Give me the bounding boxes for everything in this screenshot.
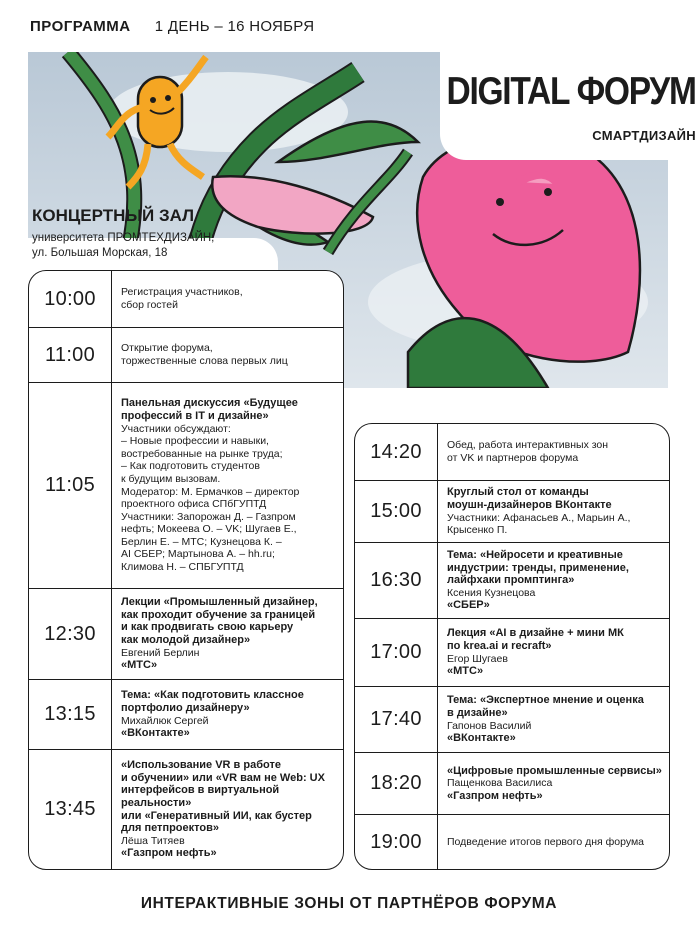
session-description [112, 271, 343, 327]
session-time: 15:00 [355, 481, 438, 542]
session-time: 14:20 [355, 424, 438, 480]
session-title: «СБЕР» [447, 599, 490, 612]
session-time: 13:15 [29, 680, 112, 749]
session-details: Михайлюк Сергей [121, 714, 209, 727]
session-details: Регистрация участников, сбор гостей [121, 286, 243, 311]
session-description [438, 424, 669, 480]
session-description [438, 543, 669, 618]
venue-address-text: университета ПРОМТЕХДИЗАЙН; ул. Большая Морская, 18 [32, 232, 215, 259]
session-title: Круглый стол от команды моушн-дизайнеров ВКонтакте [447, 486, 612, 511]
session-title: Лекция «AI в дизайне + мини МК по krea.ai и recraft» [447, 627, 624, 652]
session-description [112, 383, 343, 588]
session-details: Пащенкова Василиса [447, 777, 553, 790]
schedule-row [355, 687, 669, 753]
session-title: Тема: «Нейросети и креативные индустрии: тренды, применение, лайфхаки промптинга» [447, 549, 629, 587]
creature-eye [496, 198, 504, 206]
session-title: «Газпром нефть» [121, 847, 217, 860]
session-description [112, 328, 343, 382]
session-time: 17:40 [355, 687, 438, 752]
program-label: ПРОГРАММА [30, 18, 131, 35]
session-title: «ВКонтакте» [447, 732, 516, 745]
session-details: Ксения Кузнецова [447, 586, 536, 599]
session-details: Участники обсуждают: – Новые профессии и навыки, востребованные на рынке труда; – Как подготовить студентов к будущим вызовам. Модератор: М. Ермачков – директор проектного офиса СПбГУПТД Участники: Запорожан Д. – Газпром нефть; Мокеева О. – VK; Шугаев Е., Берлин Е. – МТС; Кузнецова К. – AI СБЕР; Мартынова А. – hh.ru; Климова Н. – СПБГУПТД [121, 422, 300, 574]
session-details: Егор Шугаев [447, 652, 508, 665]
session-details: Евгений Берлин [121, 646, 200, 659]
schedule-row [355, 619, 669, 687]
session-details: Гапонов Василий [447, 719, 532, 732]
schedule-row [355, 815, 669, 869]
schedule-row [355, 753, 669, 815]
venue-title: КОНЦЕРТНЫЙ ЗАЛ [32, 206, 195, 225]
session-time: 13:45 [29, 750, 112, 869]
schedule-row [29, 383, 343, 589]
session-time: 11:00 [29, 328, 112, 382]
session-details: Открытие форума, торжественные слова первых лиц [121, 342, 288, 367]
program-header [30, 18, 314, 35]
session-description [438, 815, 669, 869]
session-details: Лёша Титяев [121, 834, 185, 847]
session-details: Подведение итогов первого дня форума [447, 835, 645, 848]
brand-panel [440, 52, 698, 160]
session-title: «МТС» [447, 665, 484, 678]
session-title: «Цифровые промышленные сервисы» [447, 764, 662, 777]
session-time: 19:00 [355, 815, 438, 869]
session-description [438, 687, 669, 752]
creature-tongue [518, 175, 558, 184]
session-description [438, 619, 669, 686]
session-description [438, 753, 669, 814]
session-description [112, 750, 343, 869]
session-time: 16:30 [355, 543, 438, 618]
session-time: 18:20 [355, 753, 438, 814]
session-title: «ВКонтакте» [121, 727, 190, 740]
schedule-row [29, 680, 343, 750]
session-description [112, 680, 343, 749]
schedule-row [29, 328, 343, 383]
brand-title: DIGITAL ФОРУМ [446, 70, 696, 113]
session-time: 17:00 [355, 619, 438, 686]
footer-title: ИНТЕРАКТИВНЫЕ ЗОНЫ ОТ ПАРТНЁРОВ ФОРУМА [140, 895, 558, 912]
event-date: 1 ДЕНЬ – 16 НОЯБРЯ [154, 18, 315, 35]
session-title: Тема: «Как подготовить классное портфолио дизайнеру» [121, 689, 304, 714]
session-title: Тема: «Экспертное мнение и оценка в дизайне» [447, 694, 644, 719]
schedule-row [355, 481, 669, 543]
schedule-row [29, 589, 343, 680]
schedule-row [355, 543, 669, 619]
venue-address [32, 231, 272, 261]
session-description [112, 589, 343, 679]
session-title: «Газпром нефть» [447, 789, 543, 802]
schedule-left [28, 270, 344, 870]
session-time: 11:05 [29, 383, 112, 588]
session-title: «МТС» [121, 659, 158, 672]
session-title: Лекции «Промышленный дизайнер, как проходит обучение за границей и как продвигать свою карьеру как молодой дизайнер» [121, 596, 318, 646]
session-title: Панельная дискуссия «Будущее профессий в IT и дизайне» [121, 397, 298, 422]
session-time: 12:30 [29, 589, 112, 679]
session-time: 10:00 [29, 271, 112, 327]
session-title: «Использование VR в работе и обучении» или «VR вам не Web: UX интерфейсов в виртуальной реальности» или «Генеративный ИИ, как бустер для петпроектов» [121, 759, 325, 835]
brand-subtitle: СМАРТДИЗАЙН [592, 128, 696, 143]
session-description [438, 481, 669, 542]
session-details: Участники: Афанасьев А., Марьин А., Крысенко П. [447, 511, 631, 537]
schedule-row [29, 750, 343, 869]
session-details: Обед, работа интерактивных зон от VK и партнеров форума [447, 439, 609, 464]
schedule-row [355, 424, 669, 481]
creature-eye [544, 188, 552, 196]
schedule-row [29, 271, 343, 328]
schedule-right [354, 423, 670, 870]
